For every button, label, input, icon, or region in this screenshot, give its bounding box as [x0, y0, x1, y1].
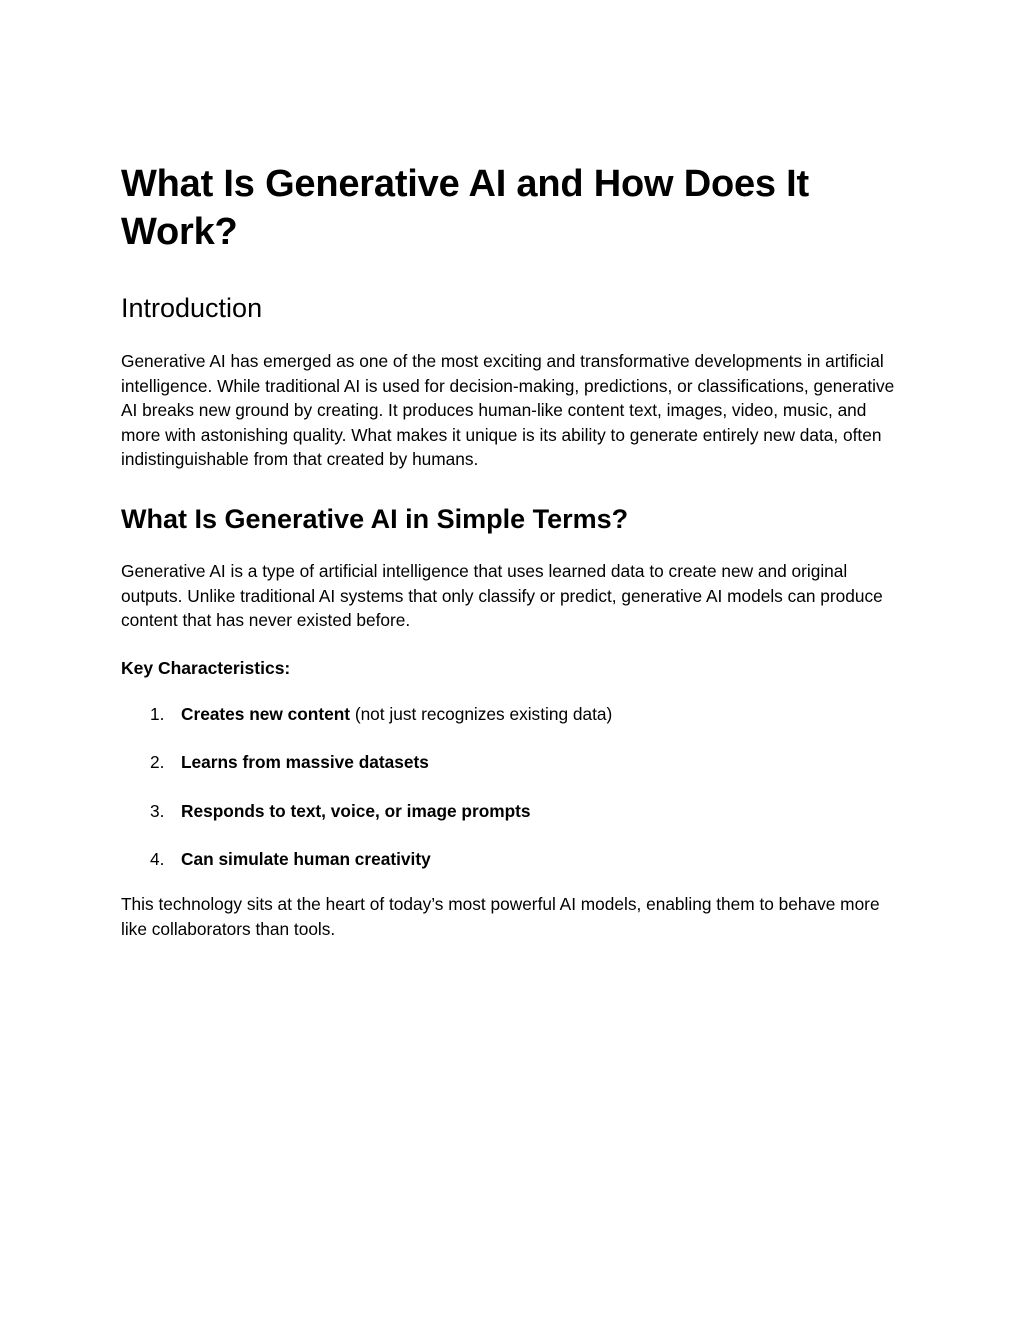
simple-terms-paragraph: Generative AI is a type of artificial intelligence that uses learned data to create new and original outputs. Unlike traditional AI systems that only classify or predict, generative AI models can produce content that has never existed before.	[121, 561, 883, 630]
closing-paragraph: This technology sits at the heart of today’s most powerful AI models, enabling them to behave more like collaborators than tools.	[121, 894, 880, 939]
list-rest-text: (not just recognizes existing data)	[350, 704, 613, 724]
list-bold-text: Learns from massive datasets	[181, 752, 429, 772]
list-text	[181, 847, 431, 871]
list-text	[181, 702, 612, 726]
list-bold-text: Responds to text, voice, or image prompts	[181, 801, 531, 821]
introduction-paragraph: Generative AI has emerged as one of the most exciting and transformative developments in artificial intelligence. While traditional AI is used for decision-making, predictions, or classifications, generative AI breaks new ground by creating. It produces human-like content text, images, video, music, and more with astonishing quality. What makes it unique is its ability to generate entirely new data, often indistinguishable from that created by humans.	[121, 351, 895, 469]
section-heading-simple-terms: What Is Generative AI in Simple Terms?	[121, 504, 629, 534]
section-heading-introduction: Introduction	[121, 293, 263, 323]
list-number: 1.	[150, 704, 165, 724]
list-text	[181, 799, 531, 823]
list-text	[181, 750, 429, 774]
list-number: 4.	[150, 849, 165, 869]
list-bold-text: Creates new content	[181, 704, 351, 724]
list-number: 3.	[150, 801, 165, 821]
document-title: What Is Generative AI and How Does It Work?	[121, 163, 809, 253]
key-characteristics-heading: Key Characteristics:	[121, 658, 291, 678]
list-number: 2.	[150, 752, 165, 772]
list-bold-text: Can simulate human creativity	[181, 849, 431, 869]
